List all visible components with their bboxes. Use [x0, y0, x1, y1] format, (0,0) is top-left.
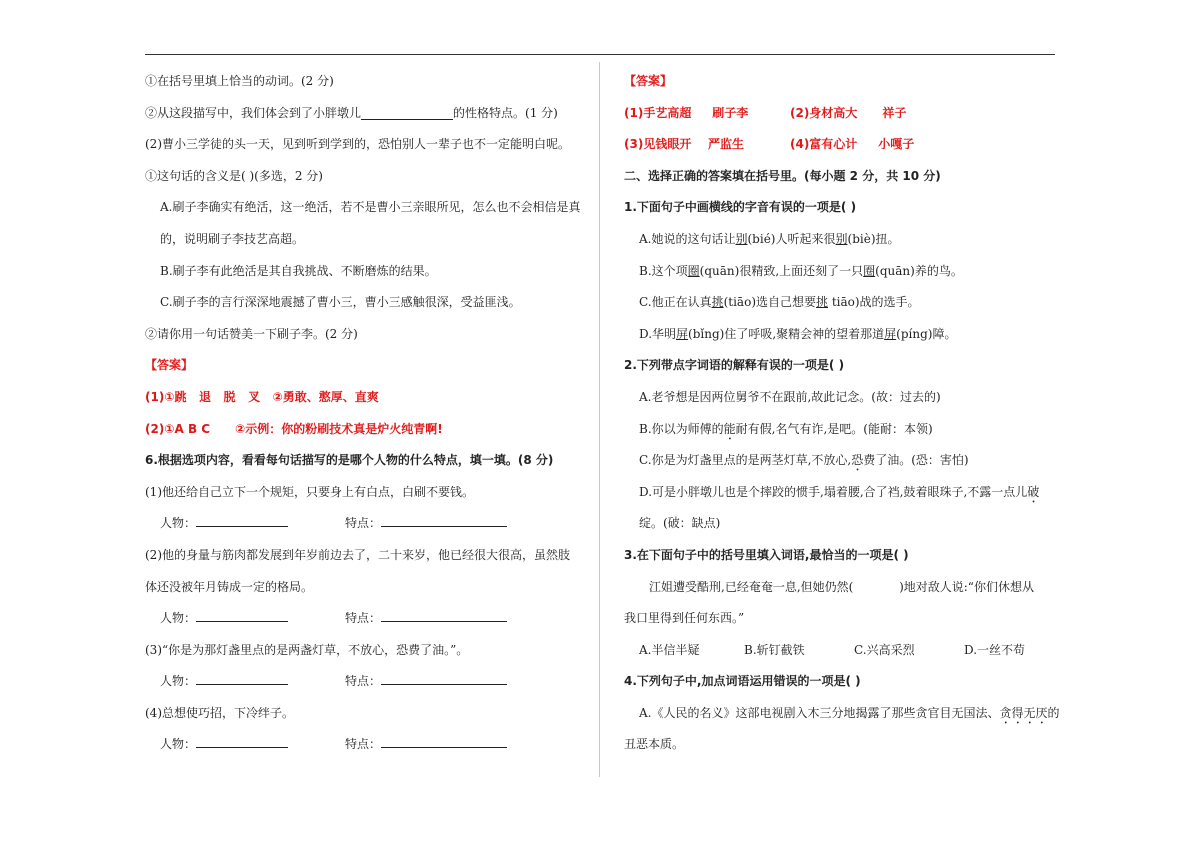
question-r2-option-d-cont: 绽。(破：缺点) — [639, 516, 721, 531]
option-text: B.你以为师傅的 — [639, 421, 724, 436]
question-3b: ②请你用一句话赞美一下刷子李。(2 分) — [145, 326, 358, 341]
fill-row-1 — [145, 508, 585, 540]
option-text: tiāo)战的选手。 — [828, 295, 920, 310]
option-d: D.一丝不苟 — [964, 642, 1026, 657]
person-blank[interactable] — [196, 607, 288, 622]
question-r1: 1.下面句子中画横线的字音有误的一项是( ) — [624, 200, 857, 215]
question-r3-sentence-cont: 我口里得到任何东西。” — [624, 611, 745, 626]
option-text: (bié)人听起来很 — [747, 231, 836, 246]
option-text: (tiāo)选自己想要 — [723, 295, 816, 310]
option-c: C.兴高采烈 — [854, 642, 915, 657]
sentence-2-cont: 体还没被年月铸成一定的格局。 — [145, 579, 314, 594]
right-column — [624, 66, 1064, 761]
sentence-2: (2)他的身量与筋肉都发展到年岁前边去了，二十来岁，他已经很大很高，虽然肢 — [145, 547, 571, 562]
option-c: C.刷子李的言行深深地震撼了曹小三，曹小三感触很深，受益匪浅。 — [160, 295, 521, 310]
underlined-char: 圈 — [687, 263, 700, 278]
question-r2-option-d — [624, 477, 1064, 509]
option-a: A.刷子李确实有绝活，这一绝活，若不是曹小三亲眼所见，怎么也不会相信是真 — [160, 200, 581, 215]
answer-blank[interactable] — [361, 105, 453, 120]
sentence-3: (3)“你是为那灯盏里点的是两盏灯草，不放心，恐费了油。”。 — [145, 642, 469, 657]
person-label: 人物： — [160, 611, 197, 626]
question-2-text-end: 的性格特点。(1 分) — [453, 105, 558, 120]
person-label: 人物： — [160, 737, 197, 752]
option-text: D.可是小胖墩儿也是个摔跤的惯手,塌着腰,合了裆,鼓着眼珠子,不露一点儿 — [639, 484, 1028, 499]
question-r1-option-d — [624, 319, 1064, 351]
question-6-title: 6.根据选项内容，看看每句话描写的是哪个人物的什么特点，填一填。(8 分) — [145, 453, 554, 468]
option-text: D.华明 — [639, 326, 677, 341]
person-blank[interactable] — [196, 733, 288, 748]
sentence-4: (4)总想使巧招，下冷绊子。 — [145, 705, 294, 720]
underlined-char: 挑 — [711, 295, 724, 310]
person-blank[interactable] — [196, 670, 288, 685]
question-r3-options — [624, 635, 1064, 667]
question-r2-option-a: A.老爷想是因两位舅爷不在跟前,故此记念。(故：过去的) — [639, 389, 941, 404]
question-r2-option-b — [624, 414, 1064, 446]
question-1-fill-verbs: ①在括号里填上恰当的动词。(2 分) — [145, 74, 334, 88]
trait-label: 特点： — [345, 516, 382, 531]
answer-line-1: (1)①跳 退 脱 叉 ②勇敢、憨厚、直爽 — [145, 389, 379, 404]
question-r1-option-b — [624, 256, 1064, 288]
option-text: C.他正在认真 — [639, 295, 712, 310]
question-r4-option-a-cont: 丑恶本质。 — [624, 737, 685, 752]
answer-line-1: (1)手艺高超 刷子李 (2)身材高大 祥子 — [624, 105, 907, 120]
option-text: (píng)障。 — [896, 326, 957, 341]
option-b: B.刷子李有此绝活是其自我挑战、不断磨炼的结果。 — [160, 263, 437, 278]
dotted-char: 恐 — [851, 453, 864, 468]
question-2-text: ②从这段描写中，我们体会到了小胖墩儿 — [145, 105, 362, 120]
trait-blank[interactable] — [381, 670, 507, 685]
left-column — [145, 66, 585, 761]
option-text: C.你是为灯盏里点的是两茎灯草,不放心, — [639, 453, 852, 468]
underlined-char: 别 — [835, 231, 848, 246]
option-a-cont: 的，说明刷子李技艺高超。 — [160, 231, 305, 246]
trait-blank[interactable] — [381, 607, 507, 622]
dotted-char: 破 — [1027, 484, 1040, 499]
sentence-1: (1)他还给自己立下一个规矩，只要身上有白点，白刷不要钱。 — [145, 484, 475, 499]
question-r4: 4.下列句子中,加点词语运用错误的一项是( ) — [624, 674, 861, 689]
option-text: A.她说的这句话让 — [639, 231, 736, 246]
question-3-stem: (2)曹小三学徒的头一天，见到听到学到的，恐怕别人一辈子也不一定能明白呢。 — [145, 137, 571, 152]
question-r2-option-c — [624, 445, 1064, 477]
trait-label: 特点： — [345, 737, 382, 752]
option-text: (quān)很精致,上面还刻了一只 — [699, 263, 864, 278]
option-text: (bǐng)住了呼吸,聚精会神的望着那道 — [688, 326, 885, 341]
question-r3-sentence: 江姐遭受酷刑,已经奄奄一息,但她仍然( )地对敌人说:“你们休想从 — [649, 579, 1034, 594]
option-text: B.这个项 — [639, 263, 688, 278]
person-blank[interactable] — [196, 512, 288, 527]
option-text: (biè)扭。 — [847, 231, 900, 246]
fill-row-2 — [145, 603, 585, 635]
option-text: 费了油。(恐：害怕) — [863, 453, 969, 468]
dotted-phrase: 贪得无厌 — [999, 705, 1048, 720]
question-r2: 2.下列带点字词语的解释有误的一项是( ) — [624, 358, 845, 373]
question-r1-option-c — [624, 287, 1064, 319]
dotted-char: 能 — [723, 421, 736, 436]
answer-line-2: (3)见钱眼开 严监生 (4)富有心计 小嘎子 — [624, 137, 915, 152]
underlined-char: 屏 — [884, 326, 897, 341]
underlined-char: 圈 — [863, 263, 876, 278]
person-label: 人物： — [160, 674, 197, 689]
option-text: 耐有假,名气有诈,是吧。(能耐：本领) — [735, 421, 933, 436]
person-label: 人物： — [160, 516, 197, 531]
trait-label: 特点： — [345, 674, 382, 689]
question-3a: ①这句话的含义是( )(多选，2 分) — [145, 168, 323, 183]
option-b: B.斩钉截铁 — [744, 642, 805, 657]
fill-row-3 — [145, 666, 585, 698]
underlined-char: 挑 — [816, 295, 829, 310]
question-2-trait — [145, 98, 585, 130]
question-r3: 3.在下面句子中的括号里填入词语,最恰当的一项是( ) — [624, 547, 909, 562]
answer-label: 【答案】 — [145, 358, 194, 373]
trait-blank[interactable] — [381, 512, 507, 527]
option-text: 的 — [1047, 705, 1060, 720]
answer-label: 【答案】 — [624, 74, 673, 88]
answer-line-2: (2)①A B C ②示例：你的粉刷技术真是炉火纯青啊! — [145, 421, 443, 436]
section-2-title: 二、选择正确的答案填在括号里。(每小题 2 分，共 10 分) — [624, 168, 941, 183]
column-divider — [599, 62, 600, 777]
trait-blank[interactable] — [381, 733, 507, 748]
underlined-char: 屏 — [676, 326, 689, 341]
fill-row-4 — [145, 729, 585, 761]
question-r1-option-a — [624, 224, 1064, 256]
question-r4-option-a — [624, 698, 1064, 730]
top-rule — [145, 54, 1055, 55]
option-text: (quān)养的鸟。 — [875, 263, 963, 278]
option-text: A.《人民的名义》这部电视剧入木三分地揭露了那些贪官目无国法、 — [639, 705, 1000, 720]
trait-label: 特点： — [345, 611, 382, 626]
option-a: A.半信半疑 — [639, 642, 700, 657]
underlined-char: 别 — [735, 231, 748, 246]
